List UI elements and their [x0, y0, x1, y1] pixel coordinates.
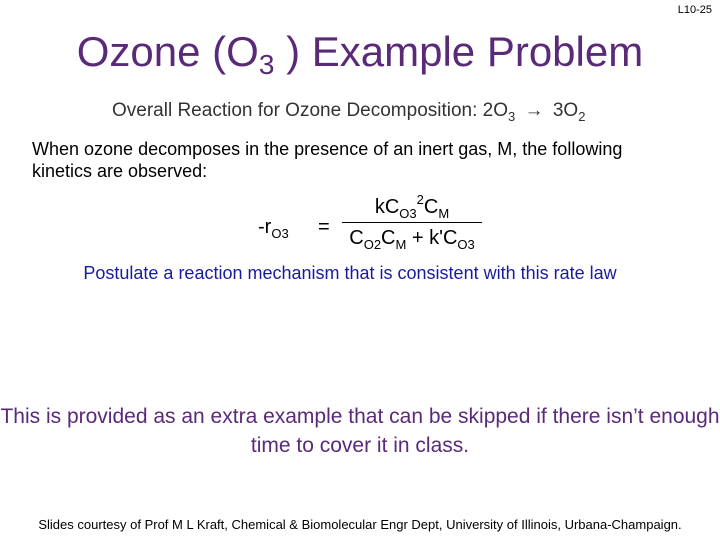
denominator-c2: C [381, 227, 396, 249]
numerator-c: C [423, 196, 439, 218]
title-subscript: 3 [258, 49, 275, 80]
denominator-c2-subscript: M [395, 237, 407, 252]
rate-symbol: -r [258, 216, 272, 238]
product: 3O [552, 100, 579, 121]
overall-reaction [112, 100, 585, 122]
extra-example-note: This is provided as an extra example that can be skipped if there isn’t enough time to cover it in class. [0, 405, 720, 457]
reactant-subscript: 3 [508, 109, 516, 124]
intro-text: When ozone decomposes in the presence of an inert gas, M, the following kinetics are observed: [32, 139, 623, 181]
reaction-arrow-icon: → [524, 100, 544, 121]
slide-title [0, 28, 720, 80]
slide-credit: Slides courtesy of Prof M L Kraft, Chemical & Biomolecular Engr Dept, University of Illinois, Urbana-Champaign. [38, 517, 682, 532]
denominator-plus-term: + k'C [406, 227, 458, 249]
title-suffix: ) Example Problem [274, 28, 644, 75]
denominator-c1: C [349, 227, 364, 249]
rate-subscript: O3 [271, 226, 289, 241]
prompt-text: Postulate a reaction mechanism that is consistent with this rate law [83, 263, 617, 283]
rate-law-denominator [342, 225, 482, 253]
rate-law-fraction [342, 192, 482, 253]
numerator-power: 2 [416, 192, 424, 207]
reactant: 2O [482, 100, 509, 121]
denominator-c1-subscript: O2 [363, 237, 382, 252]
numerator-k-subscript: O3 [399, 206, 417, 221]
denominator-plus-subscript: O3 [457, 237, 475, 252]
slide-number: L10-25 [677, 4, 712, 16]
title-prefix: Ozone (O [76, 28, 259, 75]
fraction-bar [342, 222, 482, 223]
overall-reaction-label: Overall Reaction for Ozone Decomposition: [112, 100, 478, 121]
rate-law-lhs [258, 216, 289, 239]
product-subscript: 2 [578, 109, 586, 124]
equals-sign: = [318, 216, 330, 238]
rate-law-numerator [342, 192, 482, 220]
numerator-c-subscript: M [438, 206, 450, 221]
numerator-k: kC [374, 196, 400, 218]
